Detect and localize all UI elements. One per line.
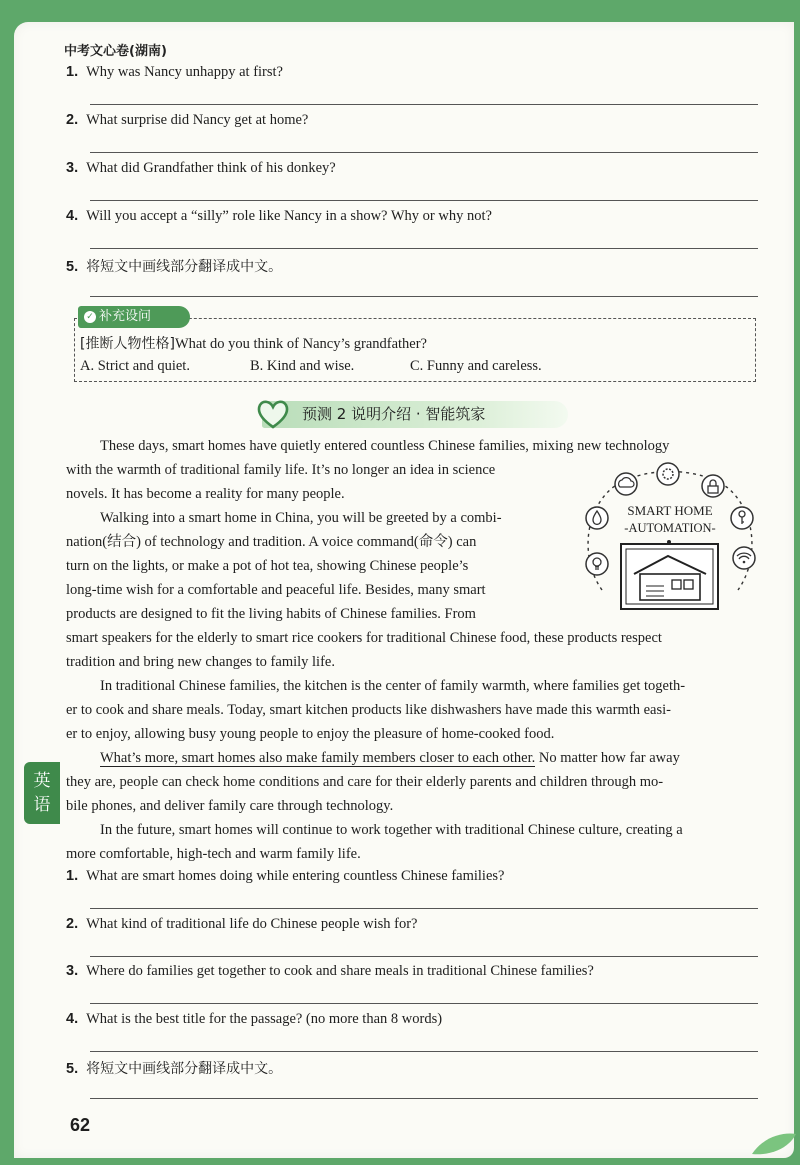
supplementary-tag-label: 补充设问	[99, 309, 152, 324]
water-drop-icon	[586, 507, 608, 529]
light-bulb-icon	[586, 553, 608, 575]
smart-home-illustration	[580, 462, 760, 622]
passage-question-5	[66, 1058, 282, 1078]
answer-line[interactable]	[90, 1098, 758, 1099]
passage-line: they are, people can check home conditions and care for their elderly parents and children through mo-	[66, 774, 664, 790]
question-text: 将短文中画线部分翻译成中文。	[86, 259, 283, 275]
page-header: 中考文心卷(湖南)	[64, 44, 167, 59]
passage-line: nation(结合) of technology and tradition. A voice command(命令) can	[66, 534, 477, 550]
subject-tab-char-1: 英	[33, 771, 51, 791]
passage-question-1	[66, 868, 504, 885]
cloud-icon	[615, 473, 637, 495]
passage-line: bile phones, and deliver family care through technology.	[66, 798, 394, 814]
question-bulb-icon: ✓	[84, 311, 96, 323]
passage-line: with the warmth of traditional family life. It’s no longer an idea in science	[66, 462, 496, 478]
question-text: What are smart homes doing while entering countless Chinese families?	[86, 868, 505, 884]
answer-line[interactable]	[90, 1003, 758, 1004]
subject-tab	[24, 762, 60, 824]
passage-line: er to cook and share meals. Today, smart kitchen products like dishwashers have made this warmth easi-	[66, 702, 671, 718]
answer-line[interactable]	[90, 956, 758, 957]
gear-icon	[657, 463, 679, 485]
question-number: 1.	[66, 868, 79, 884]
question-number: 2.	[66, 112, 79, 128]
wifi-icon	[733, 547, 755, 569]
question-text: 将短文中画线部分翻译成中文。	[86, 1061, 283, 1077]
supplementary-tag	[78, 306, 190, 328]
question-number: 3.	[66, 963, 79, 979]
question-2	[66, 112, 308, 129]
option-c[interactable]: C. Funny and careless.	[410, 358, 542, 374]
passage-line: novels. It has become a reality for many people.	[66, 486, 345, 502]
option-b[interactable]: B. Kind and wise.	[250, 358, 355, 374]
key-icon	[731, 507, 753, 529]
answer-line[interactable]	[90, 1051, 758, 1052]
passage-line: smart speakers for the elderly to smart rice cookers for traditional Chinese food, these products respect	[66, 630, 662, 646]
question-number: 5.	[66, 259, 79, 275]
question-text: What is the best title for the passage? (no more than 8 words)	[86, 1011, 443, 1027]
answer-line[interactable]	[90, 908, 758, 909]
heart-icon	[255, 396, 291, 432]
passage-question-4	[66, 1011, 442, 1028]
house-screen-icon	[621, 540, 718, 609]
question-3	[66, 160, 336, 177]
page-number: 62	[70, 1115, 91, 1135]
question-5	[66, 256, 282, 276]
passage-line: In the future, smart homes will continue to work together with traditional Chinese culture, creating a	[100, 822, 683, 838]
supplementary-question-text: What do you think of Nancy’s grandfather?	[174, 336, 427, 352]
question-text: Where do families get together to cook and share meals in traditional Chinese families?	[86, 963, 594, 979]
option-a[interactable]: A. Strict and quiet.	[80, 358, 190, 374]
illustration-title: SMART HOME	[627, 503, 713, 518]
question-4	[66, 208, 492, 225]
answer-line[interactable]	[90, 104, 758, 105]
answer-line[interactable]	[90, 296, 758, 297]
passage-line: turn on the lights, or make a pot of hot tea, showing Chinese people’s	[66, 558, 469, 574]
passage-question-2	[66, 916, 418, 933]
underlined-sentence: What’s more, smart homes also make family members closer to each other.	[100, 750, 536, 766]
supplementary-options	[80, 358, 760, 375]
supplementary-bracket: [推断人物性格]	[80, 336, 175, 352]
answer-line[interactable]	[90, 152, 758, 153]
leaf-decoration-icon	[750, 1130, 798, 1158]
answer-line[interactable]	[90, 200, 758, 201]
passage-line: In traditional Chinese families, the kitchen is the center of family warmth, where families get togeth-	[100, 678, 686, 694]
question-number: 1.	[66, 64, 79, 80]
illustration-subtitle: -AUTOMATION-	[624, 521, 716, 535]
question-number: 4.	[66, 1011, 79, 1027]
supplementary-question	[80, 333, 427, 353]
question-text: Will you accept a “silly” role like Nancy in a show? Why or why not?	[86, 208, 492, 224]
question-text: What did Grandfather think of his donkey?	[86, 160, 336, 176]
passage-question-3	[66, 963, 594, 980]
subject-tab-char-2: 语	[33, 795, 51, 815]
passage-line: more comfortable, high-tech and warm family life.	[66, 846, 361, 862]
lock-icon	[702, 475, 724, 497]
question-text: What surprise did Nancy get at home?	[86, 112, 309, 128]
passage-line: long-time wish for a comfortable and peaceful life. Besides, many smart	[66, 582, 486, 598]
question-number: 5.	[66, 1061, 79, 1077]
section-banner: 预测 2 说明介绍 · 智能筑家	[262, 401, 568, 428]
question-number: 3.	[66, 160, 79, 176]
passage-line: What’s more, smart homes also make family members closer to each other. No matter how far away	[100, 750, 680, 766]
question-text: What kind of traditional life do Chinese people wish for?	[86, 916, 418, 932]
passage-line: These days, smart homes have quietly entered countless Chinese families, mixing new technology	[100, 438, 670, 454]
question-number: 4.	[66, 208, 79, 224]
question-text: Why was Nancy unhappy at first?	[86, 64, 283, 80]
answer-line[interactable]	[90, 248, 758, 249]
question-number: 2.	[66, 916, 79, 932]
passage-line: Walking into a smart home in China, you will be greeted by a combi-	[100, 510, 502, 526]
passage-line: er to enjoy, allowing busy young people to enjoy the pleasure of home-cooked food.	[66, 726, 555, 742]
passage-line: tradition and bring new changes to family life.	[66, 654, 335, 670]
question-1	[66, 64, 283, 81]
passage-line: products are designed to fit the living habits of Chinese families. From	[66, 606, 476, 622]
